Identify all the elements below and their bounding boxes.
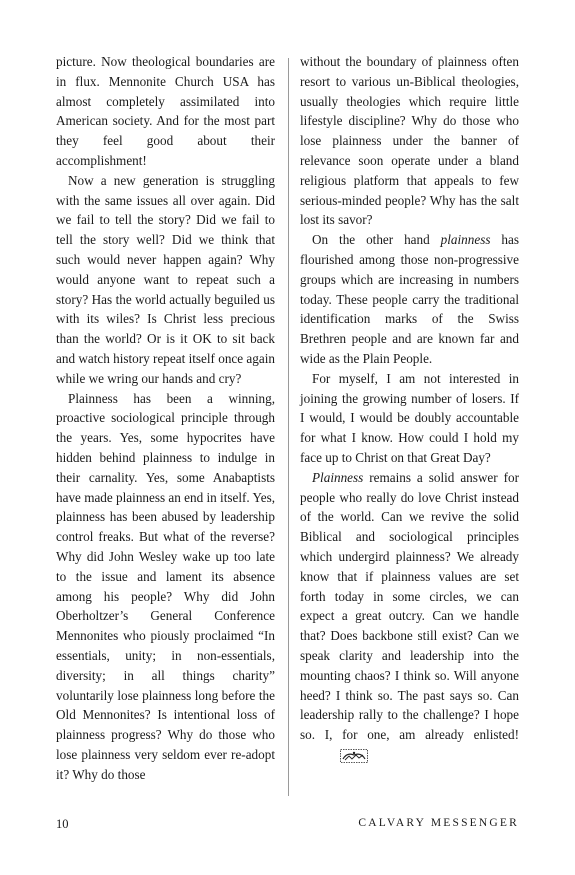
paragraph: picture. Now theological boundaries are in flux. Mennonite Church USA has almost completely assimilated into American society. And for the most part they feel good about their accomplishment! [56,54,275,168]
paragraph: Plainness has been a winning, proactive sociological principle through the years. Yes, some hypocrites have hidden behind plainness to indulge in their carnality. Yes, some Anabaptists have made plainness an end in itself. Yes, plainness has been abused by leadership control freaks. But what of the reverse? Why did John Wesley wake up too late to the issue and lament its absence among his people? Why did John Oberholtzer’s General Conference Mennonites who piously proclaimed “In essentials, unity; in non-essentials, diversity; in all things charity” voluntarily lose plainness long before the Old Mennonites? Is intentional loss of plainness progress? Why do those who lose plainness very seldom ever re-adopt it? Why do those [56,390,276,782]
column-divider [288,58,289,796]
paragraph-text: remains a solid answer for people who really do love Christ instead of the world. Can we revive the solid Biblical and sociological principles which undergird plainness? We already know that if plainness values are set forth today in some circles, we can expect a great outcry. Can we handle that? Does backbone still exist? Can we speak clarity and leadership into the mounting chaos? I think so. Will anyone heed? I think so. The past says so. Can leadership rally to the challenge? I hope so. I, for one, am already enlisted! [300,469,519,743]
end-of-article-ornament-icon [340,749,368,763]
paragraph [300,230,519,369]
running-title: CALVARY MESSENGER [358,817,519,829]
right-column [300,52,519,765]
paragraph: without the boundary of plainness often resort to various un-Biblical theologies, usually theologies which require little lifestyle discipline? Why do those who lose plainness under the banner of relevance soon operate under a bland religious platform that appeals to few serious-minded people? Why has the salt lost its savor? [300,54,519,228]
paragraph: For myself, I am not interested in joining the growing number of losers. If I would, I would be doubly accountable for what I know. How could I hold my face up to Christ on that Great Day? [300,370,519,465]
emphasis-text: Plainness [312,469,364,485]
left-column [56,52,275,784]
paragraph-text: has flourished among those non-progressive groups which are increasing in numbers today. These people carry the traditional identification marks of the Swiss Brethren people and are known far and wide as the Plain People. [300,232,519,366]
page-number: 10 [56,817,69,831]
paragraph: Now a new generation is struggling with the same issues all over again. Did we fail to tell the story? Did we fail to tell the story well? Did we think that such would never happen again? Why would anyone want to repeat such a story? Has the world actually beguiled us with its wiles? Is Christ less precious than the world? Or is it OK to sit back and watch history repeat itself once again while we wring our hands and cry? [56,172,275,386]
emphasis-text: plainness [440,232,491,248]
paragraph [300,468,519,765]
paragraph-text: On the other hand [312,232,441,248]
